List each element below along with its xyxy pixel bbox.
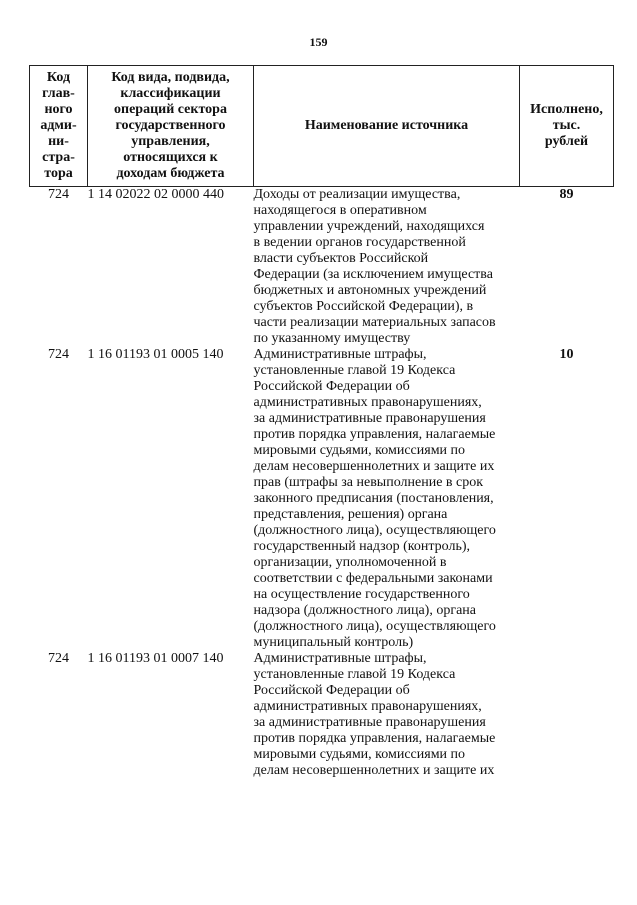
source-name-line: бюджетных и автономных учреждений (253, 283, 487, 298)
source-name-line: государственный надзор (контроль), (253, 539, 471, 554)
source-name-line: субъектов Российской Федерации), в (253, 299, 474, 314)
admin-code-cell: 724 (48, 187, 69, 202)
source-name-line: делам несовершеннолетних и защите их (253, 459, 495, 474)
source-name-line: части реализации материальных запасов (253, 315, 496, 330)
header-line: тыс. (552, 118, 581, 133)
header-line: глав- (42, 86, 75, 101)
source-name-line: (должностного лица), осуществляющего (253, 523, 496, 538)
header-admin-code (30, 66, 88, 187)
source-name-line: установленные главой 19 Кодекса (253, 363, 456, 378)
source-name-line: представления, решения) органа (253, 507, 448, 522)
source-name-line: против порядка управления, налагаемые (253, 427, 496, 442)
header-type-code (88, 66, 254, 187)
header-line: адми- (40, 118, 77, 133)
source-name-line: Административные штрафы, (253, 347, 427, 362)
source-name-line: по указанному имуществу (253, 331, 411, 346)
amount-cell (520, 651, 614, 779)
header-line: государственного (115, 118, 226, 133)
source-name-line: власти субъектов Российской (253, 251, 429, 266)
source-name-line: Российской Федерации об (253, 683, 410, 698)
header-line: ни- (48, 134, 69, 149)
classification-code-cell: 1 16 01193 01 0005 140 (87, 347, 224, 362)
source-name-line: надзора (должностного лица), органа (253, 603, 476, 618)
header-line: стра- (42, 150, 75, 165)
source-name-line: в ведении органов государственной (253, 235, 466, 250)
header-line: операций сектора (114, 102, 227, 117)
source-name-cell (254, 347, 520, 651)
source-name-line: Доходы от реализации имущества, (253, 187, 461, 202)
header-line: тора (44, 166, 73, 181)
source-name-line: административных правонарушениях, (253, 699, 482, 714)
header-line: рублей (544, 134, 589, 149)
source-name-line: на осуществление государственного (253, 587, 470, 602)
source-name-line: за административные правонарушения (253, 715, 486, 730)
header-line: Исполнено, (530, 102, 603, 117)
source-name-line: за административные правонарушения (253, 411, 486, 426)
header-line: ного (44, 102, 73, 117)
source-name-line: соответствии с федеральными законами (253, 571, 493, 586)
admin-code-cell: 724 (48, 347, 69, 362)
source-name-line: Федерации (за исключением имущества (253, 267, 493, 282)
source-name-line: мировыми судьями, комиссиями по (253, 747, 466, 762)
source-name-line: организации, уполномоченной в (253, 555, 447, 570)
table-row (30, 651, 614, 779)
table-row (30, 347, 614, 651)
source-name-line: Российской Федерации об (253, 379, 410, 394)
source-name-line: законного предписания (постановления, (253, 491, 494, 506)
source-name-line: административных правонарушениях, (253, 395, 482, 410)
header-amount (520, 66, 614, 187)
source-name-cell (254, 651, 520, 779)
header-line: доходам бюджета (116, 166, 225, 181)
source-name-line: установленные главой 19 Кодекса (253, 667, 456, 682)
source-name-line: прав (штрафы за невыполнение в срок (253, 475, 484, 490)
header-line: Код вида, подвида, (111, 70, 230, 85)
header-line: управления, (131, 134, 210, 149)
header-line: классификации (120, 86, 221, 101)
admin-code-cell: 724 (48, 651, 69, 666)
header-source-name: Наименование источника (254, 66, 520, 187)
page-number: 159 (309, 35, 328, 49)
classification-code-cell: 1 14 02022 02 0000 440 (87, 187, 224, 202)
source-name-cell (254, 187, 520, 348)
table-row (30, 187, 614, 348)
source-name-line: управлении учреждений, находящихся (253, 219, 485, 234)
classification-code-cell: 1 16 01193 01 0007 140 (87, 651, 224, 666)
income-sources-table (29, 65, 614, 779)
amount-cell: 89 (559, 187, 574, 202)
source-name-line: мировыми судьями, комиссиями по (253, 443, 466, 458)
source-name-line: муниципальный контроль) (253, 635, 414, 650)
table-header-row (30, 66, 614, 187)
source-name-line: находящегося в оперативном (253, 203, 427, 218)
source-name-line: Административные штрафы, (253, 651, 427, 666)
source-name-line: делам несовершеннолетних и защите их (253, 763, 495, 778)
source-name-line: против порядка управления, налагаемые (253, 731, 496, 746)
source-name-line: (должностного лица), осуществляющего (253, 619, 496, 634)
amount-cell: 10 (559, 347, 574, 362)
header-line: Код (46, 70, 71, 85)
header-line: относящихся к (123, 150, 218, 165)
